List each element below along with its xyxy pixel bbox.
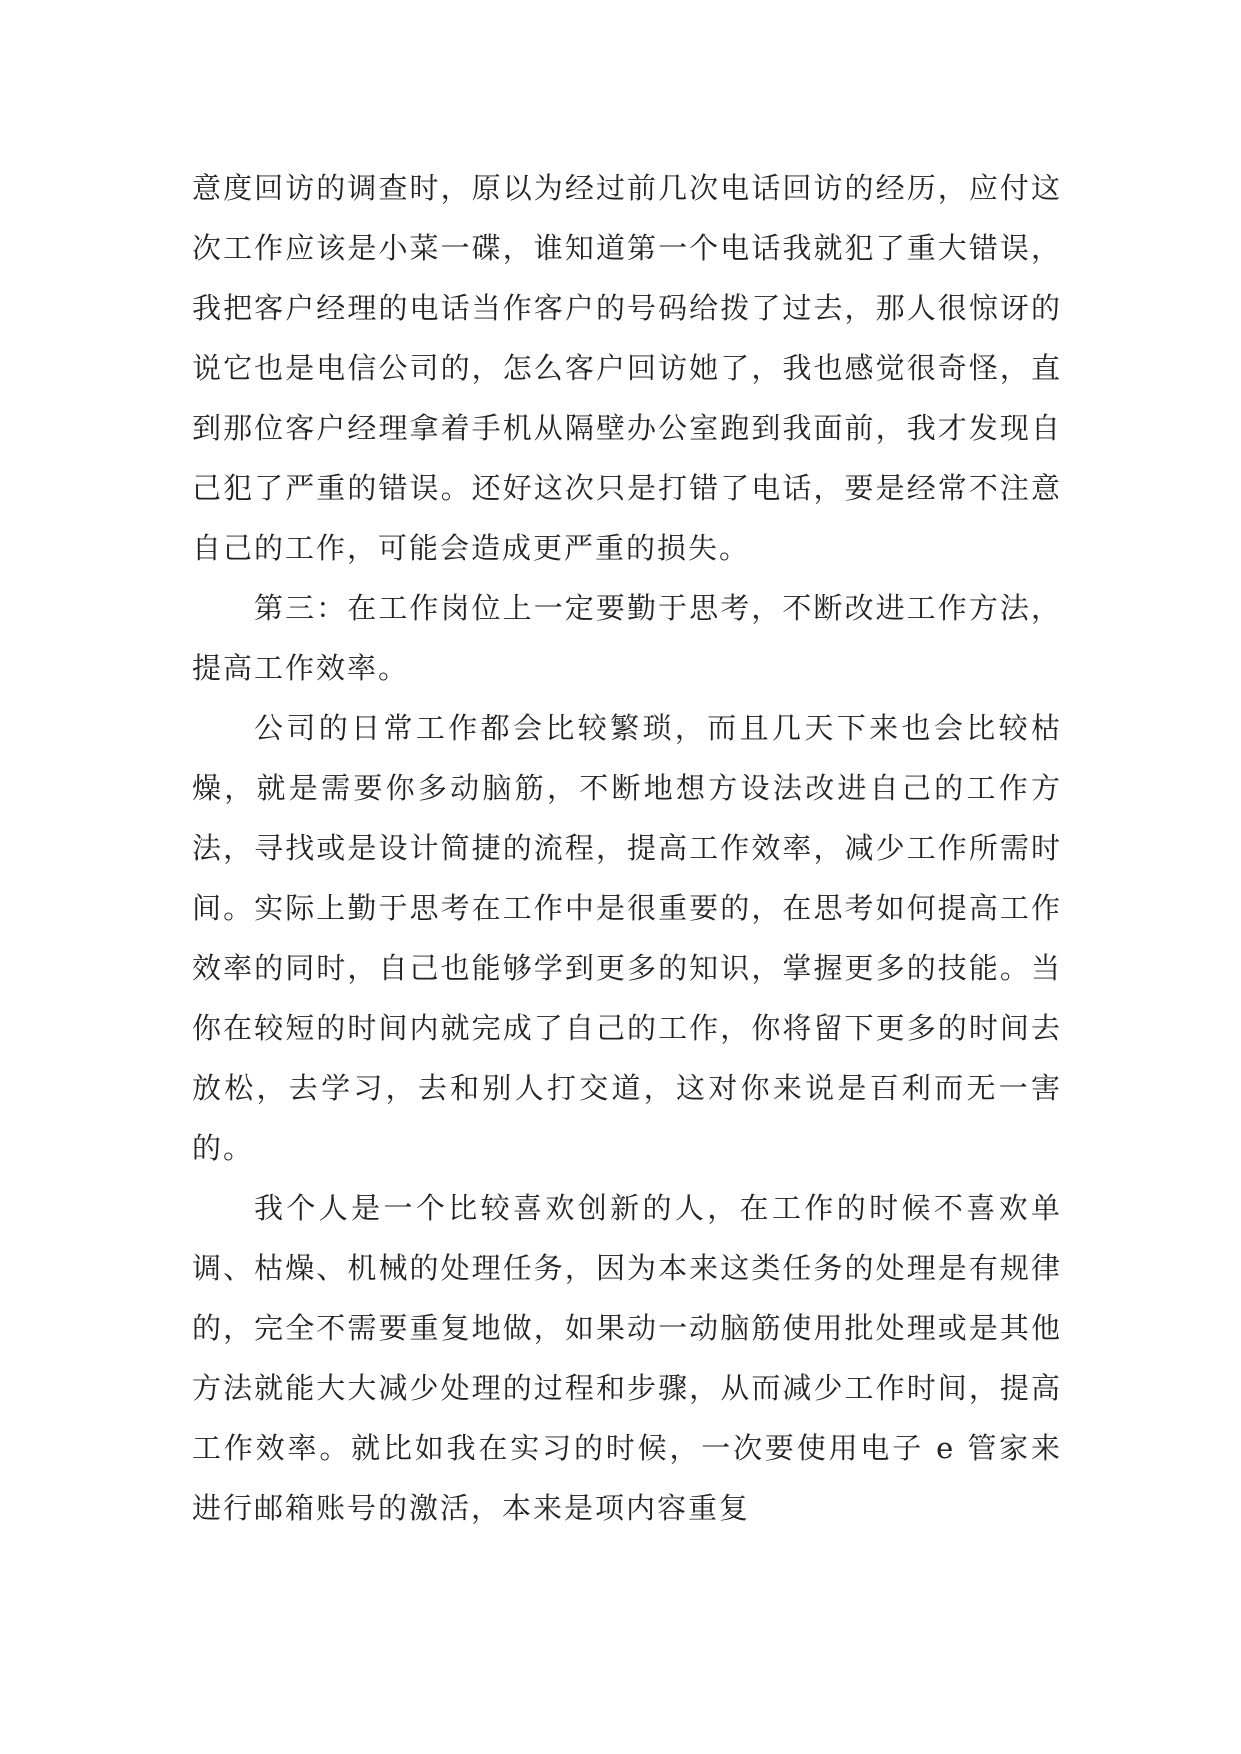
paragraph-4: 我个人是一个比较喜欢创新的人，在工作的时候不喜欢单调、枯燥、机械的处理任务，因为本来这类任务的处理是有规律的，完全不需要重复地做，如果动一动脑筋使用批处理或是其他方法就能大大减少处理的过程和步骤，从而减少工作时间，提高工作效率。就比如我在实习的时候，一次要使用电子 e 管家来进行邮箱账号的激活，本来是项内容重复 bbox=[192, 1191, 1062, 1525]
paragraph-2-heading-third-point: 第三：在工作岗位上一定要勤于思考，不断改进工作方法，提高工作效率。 bbox=[192, 591, 1062, 685]
paragraph-3: 公司的日常工作都会比较繁琐，而且几天下来也会比较枯燥，就是需要你多动脑筋，不断地想方设法改进自己的工作方法，寻找或是设计简捷的流程，提高工作效率，减少工作所需时间。实际上勤于思考在工作中是很重要的，在思考如何提高工作效率的同时，自己也能够学到更多的知识，掌握更多的技能。当你在较短的时间内就完成了自己的工作，你将留下更多的时间去放松，去学习，去和别人打交道，这对你来说是百利而无一害的。 bbox=[192, 711, 1062, 1165]
document-body bbox=[192, 158, 1062, 1538]
paragraph-1: 意度回访的调查时，原以为经过前几次电话回访的经历，应付这次工作应该是小菜一碟，谁知道第一个电话我就犯了重大错误，我把客户经理的电话当作客户的号码给拨了过去，那人很惊讶的说它也是电信公司的，怎么客户回访她了，我也感觉很奇怪，直到那位客户经理拿着手机从隔壁办公室跑到我面前，我才发现自己犯了严重的错误。还好这次只是打错了电话，要是经常不注意自己的工作，可能会造成更严重的损失。 bbox=[192, 171, 1062, 565]
